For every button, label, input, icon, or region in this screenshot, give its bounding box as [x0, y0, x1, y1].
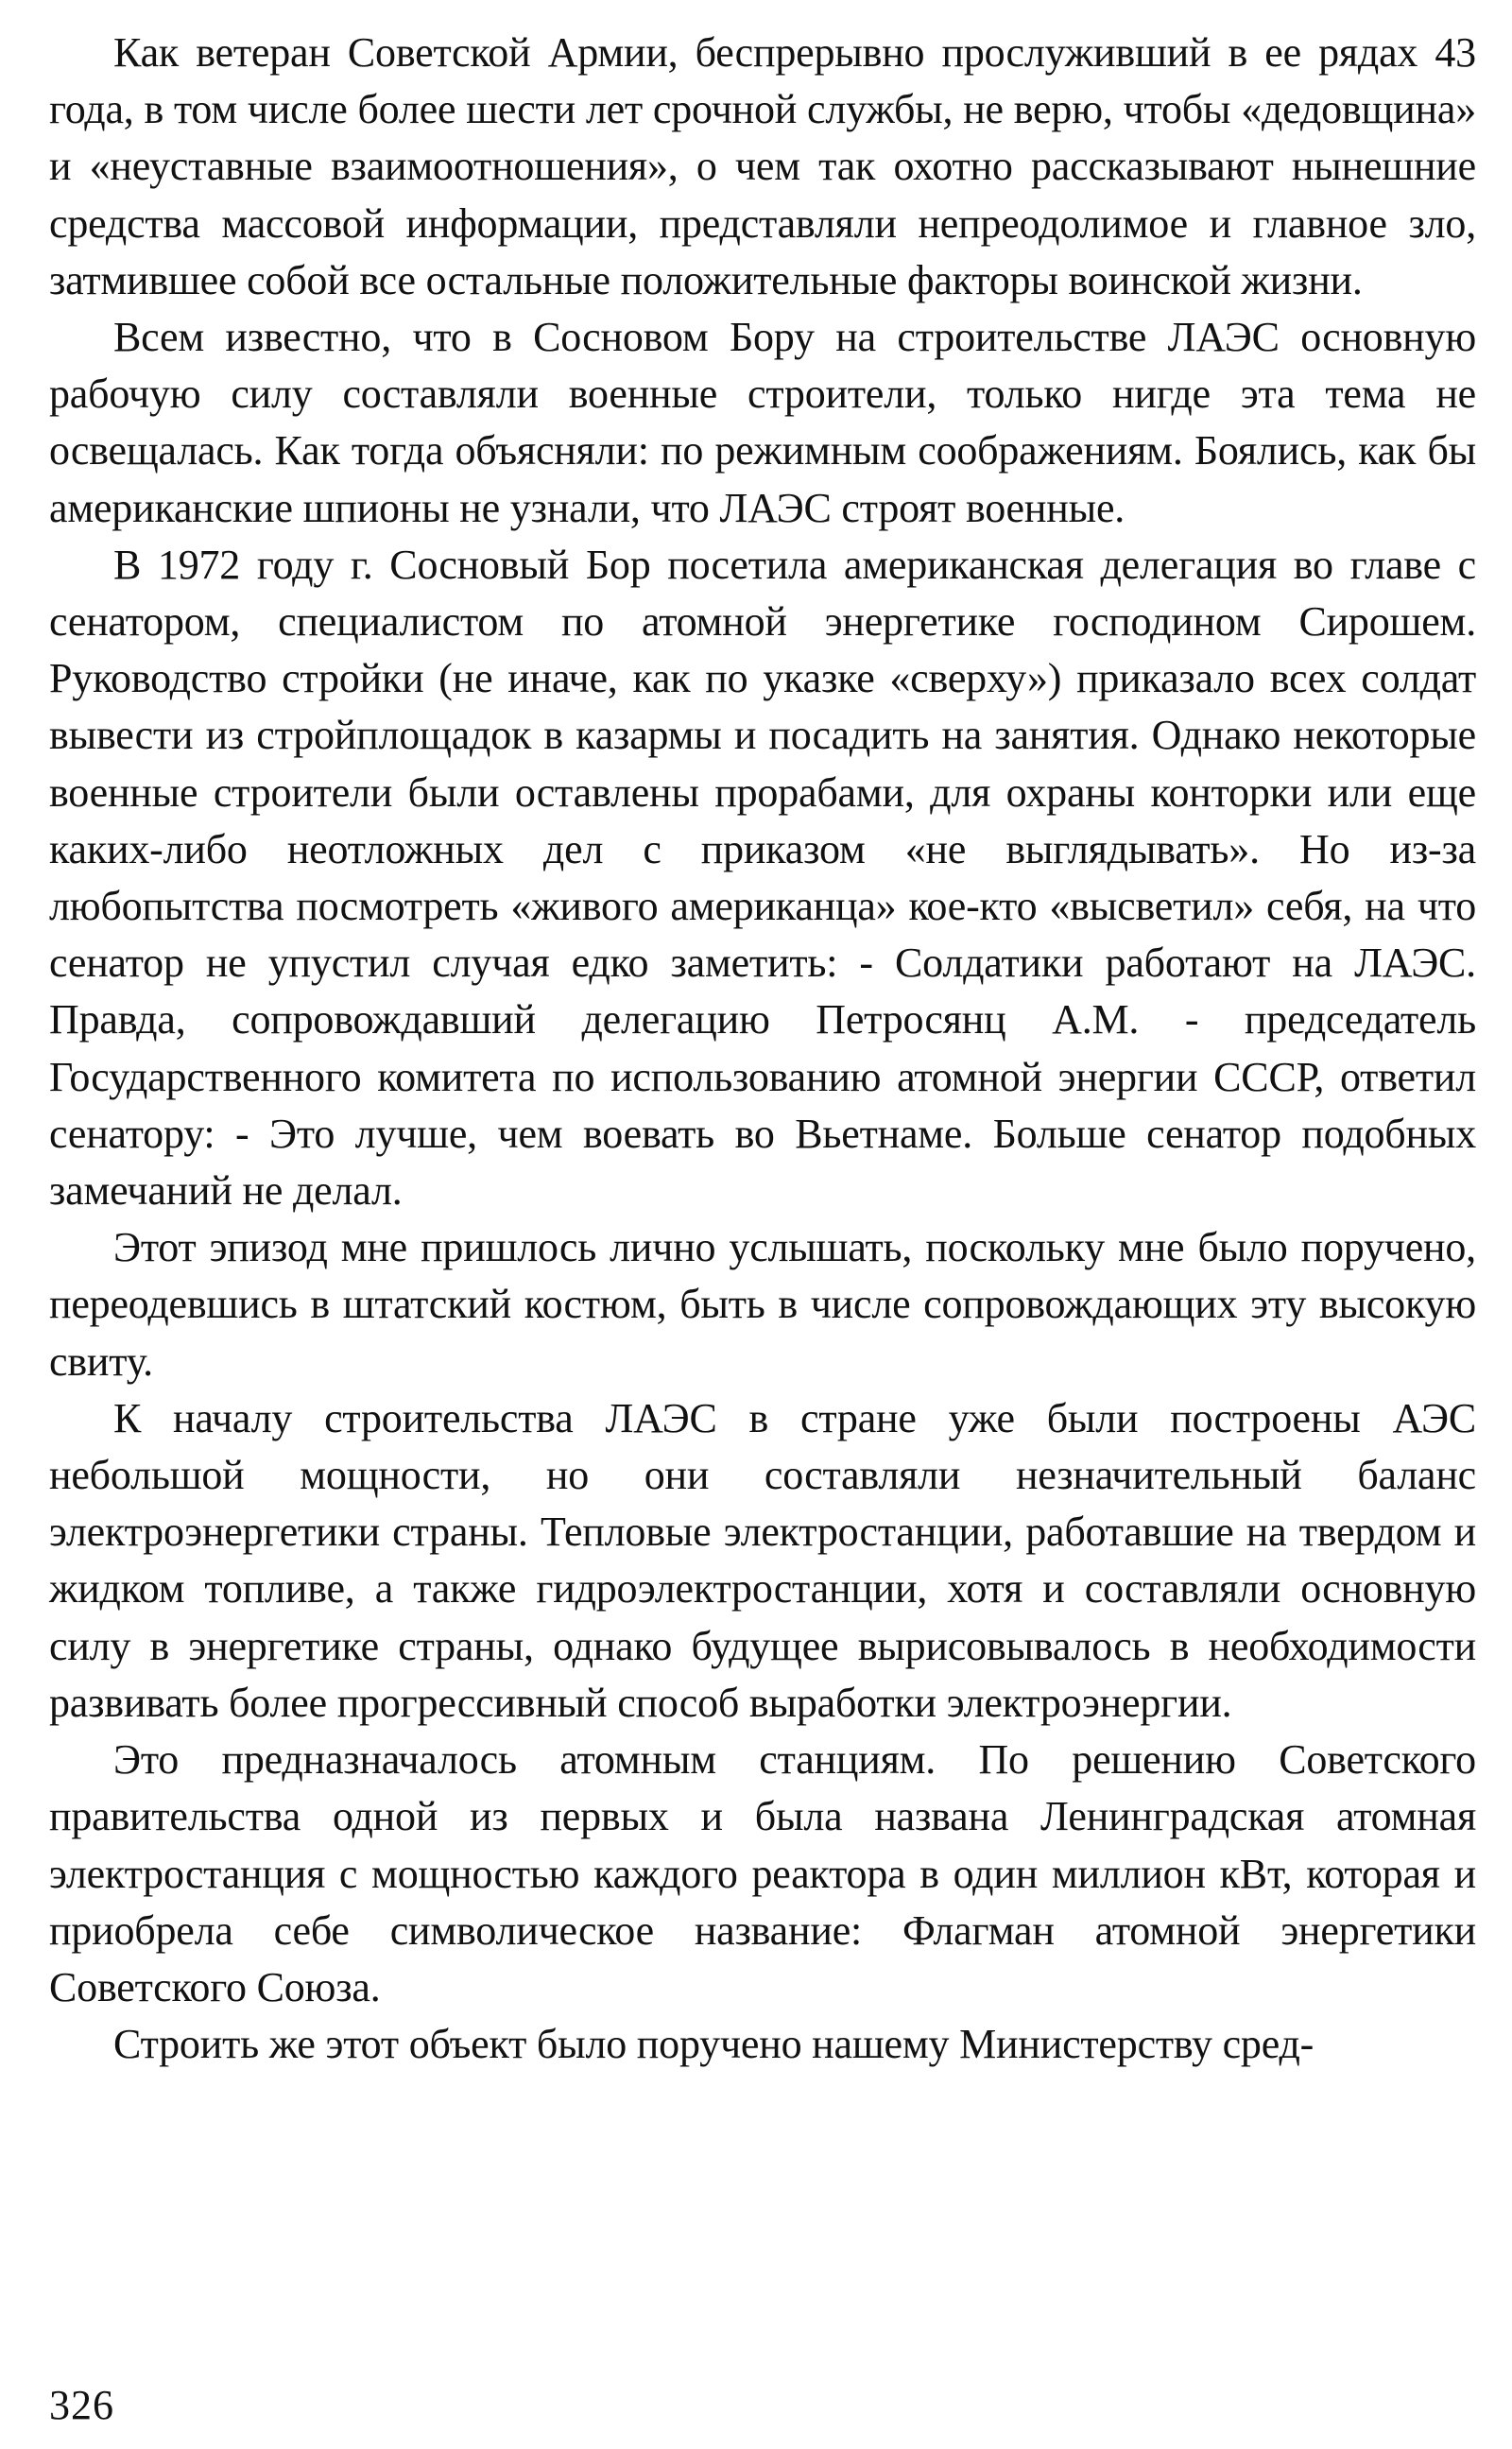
paragraph-american-delegation: В 1972 году г. Сосновый Бор посетила американская делегация во главе с сенатором, специалистом по атомной энергетике господином Сирошем. Руководство стройки (не иначе, как по указке «сверху») приказало всех солдат вывести из стройплощадок в казармы и посадить на занятия. Однако некоторые военные строители были оставлены прорабами, для охраны конторки или еще каких-либо неотложных дел с приказом «не выглядывать». Но из-за любопытства посмотреть «живого американца» кое-кто «высветил» себя, на что сенатор не упустил случая едко заметить: - Солдатики работают на ЛАЭС. Правда, сопровождавший делегацию Петросянц А.М. - председатель Государственного комитета по использованию атомной энергии СССР, ответил сенатору: - Это лучше, чем воевать во Вьетнаме. Больше сенатор подобных замечаний не делал.: [49, 541, 1476, 1215]
paragraph-flagship: Это предназначалось атомным станциям. По решению Советского правительства одной из первых и была названа Ленинградская атомная электростанция с мощностью каждого реактора в один миллион кВт, которая и приобрела себе символическое название: Флагман атомной энергетики Советского Союза.: [49, 1736, 1476, 2010]
page-body-text: [49, 25, 1476, 2073]
paragraph-episode: Этот эпизод мне пришлось лично услышать, поскольку мне было поручено, переодевшись в штатский костюм, быть в числе сопровождающих эту высокую свиту.: [49, 1224, 1476, 1385]
paragraph-military-builders: Всем известно, что в Сосновом Бору на строительстве ЛАЭС основную рабочую силу составляли военные строители, только нигде эта тема не освещалась. Как тогда объясняли: по режимным соображениям. Боялись, как бы американские шпионы не узнали, что ЛАЭС строят военные.: [49, 314, 1476, 531]
page-number: 326: [49, 2382, 114, 2428]
paragraph-veteran: Как ветеран Советской Армии, беспрерывно прослуживший в ее рядах 43 года, в том числе более шести лет срочной службы, не верю, чтобы «дедовщина» и «неуставные взаимоотношения», о чем так охотно рассказывают нынешние средства массовой информации, представляли непреодолимое и главное зло, затмившее собой все остальные положительные факторы воинской жизни.: [49, 29, 1476, 303]
paragraph-energy-balance: К началу строительства ЛАЭС в стране уже были построены АЭС небольшой мощности, но они составляли незначительный баланс электроэнергетики страны. Тепловые электростанции, работавшие на твердом и жидком топливе, а также гидроэлектростанции, хотя и составляли основную силу в энергетике страны, однако будущее вырисовывалось в необходимости развивать более прогрессивный способ выработки электроэнергии.: [49, 1394, 1476, 1726]
paragraph-ministry: Строить же этот объект было поручено нашему Министерству сред-: [113, 2021, 1314, 2068]
